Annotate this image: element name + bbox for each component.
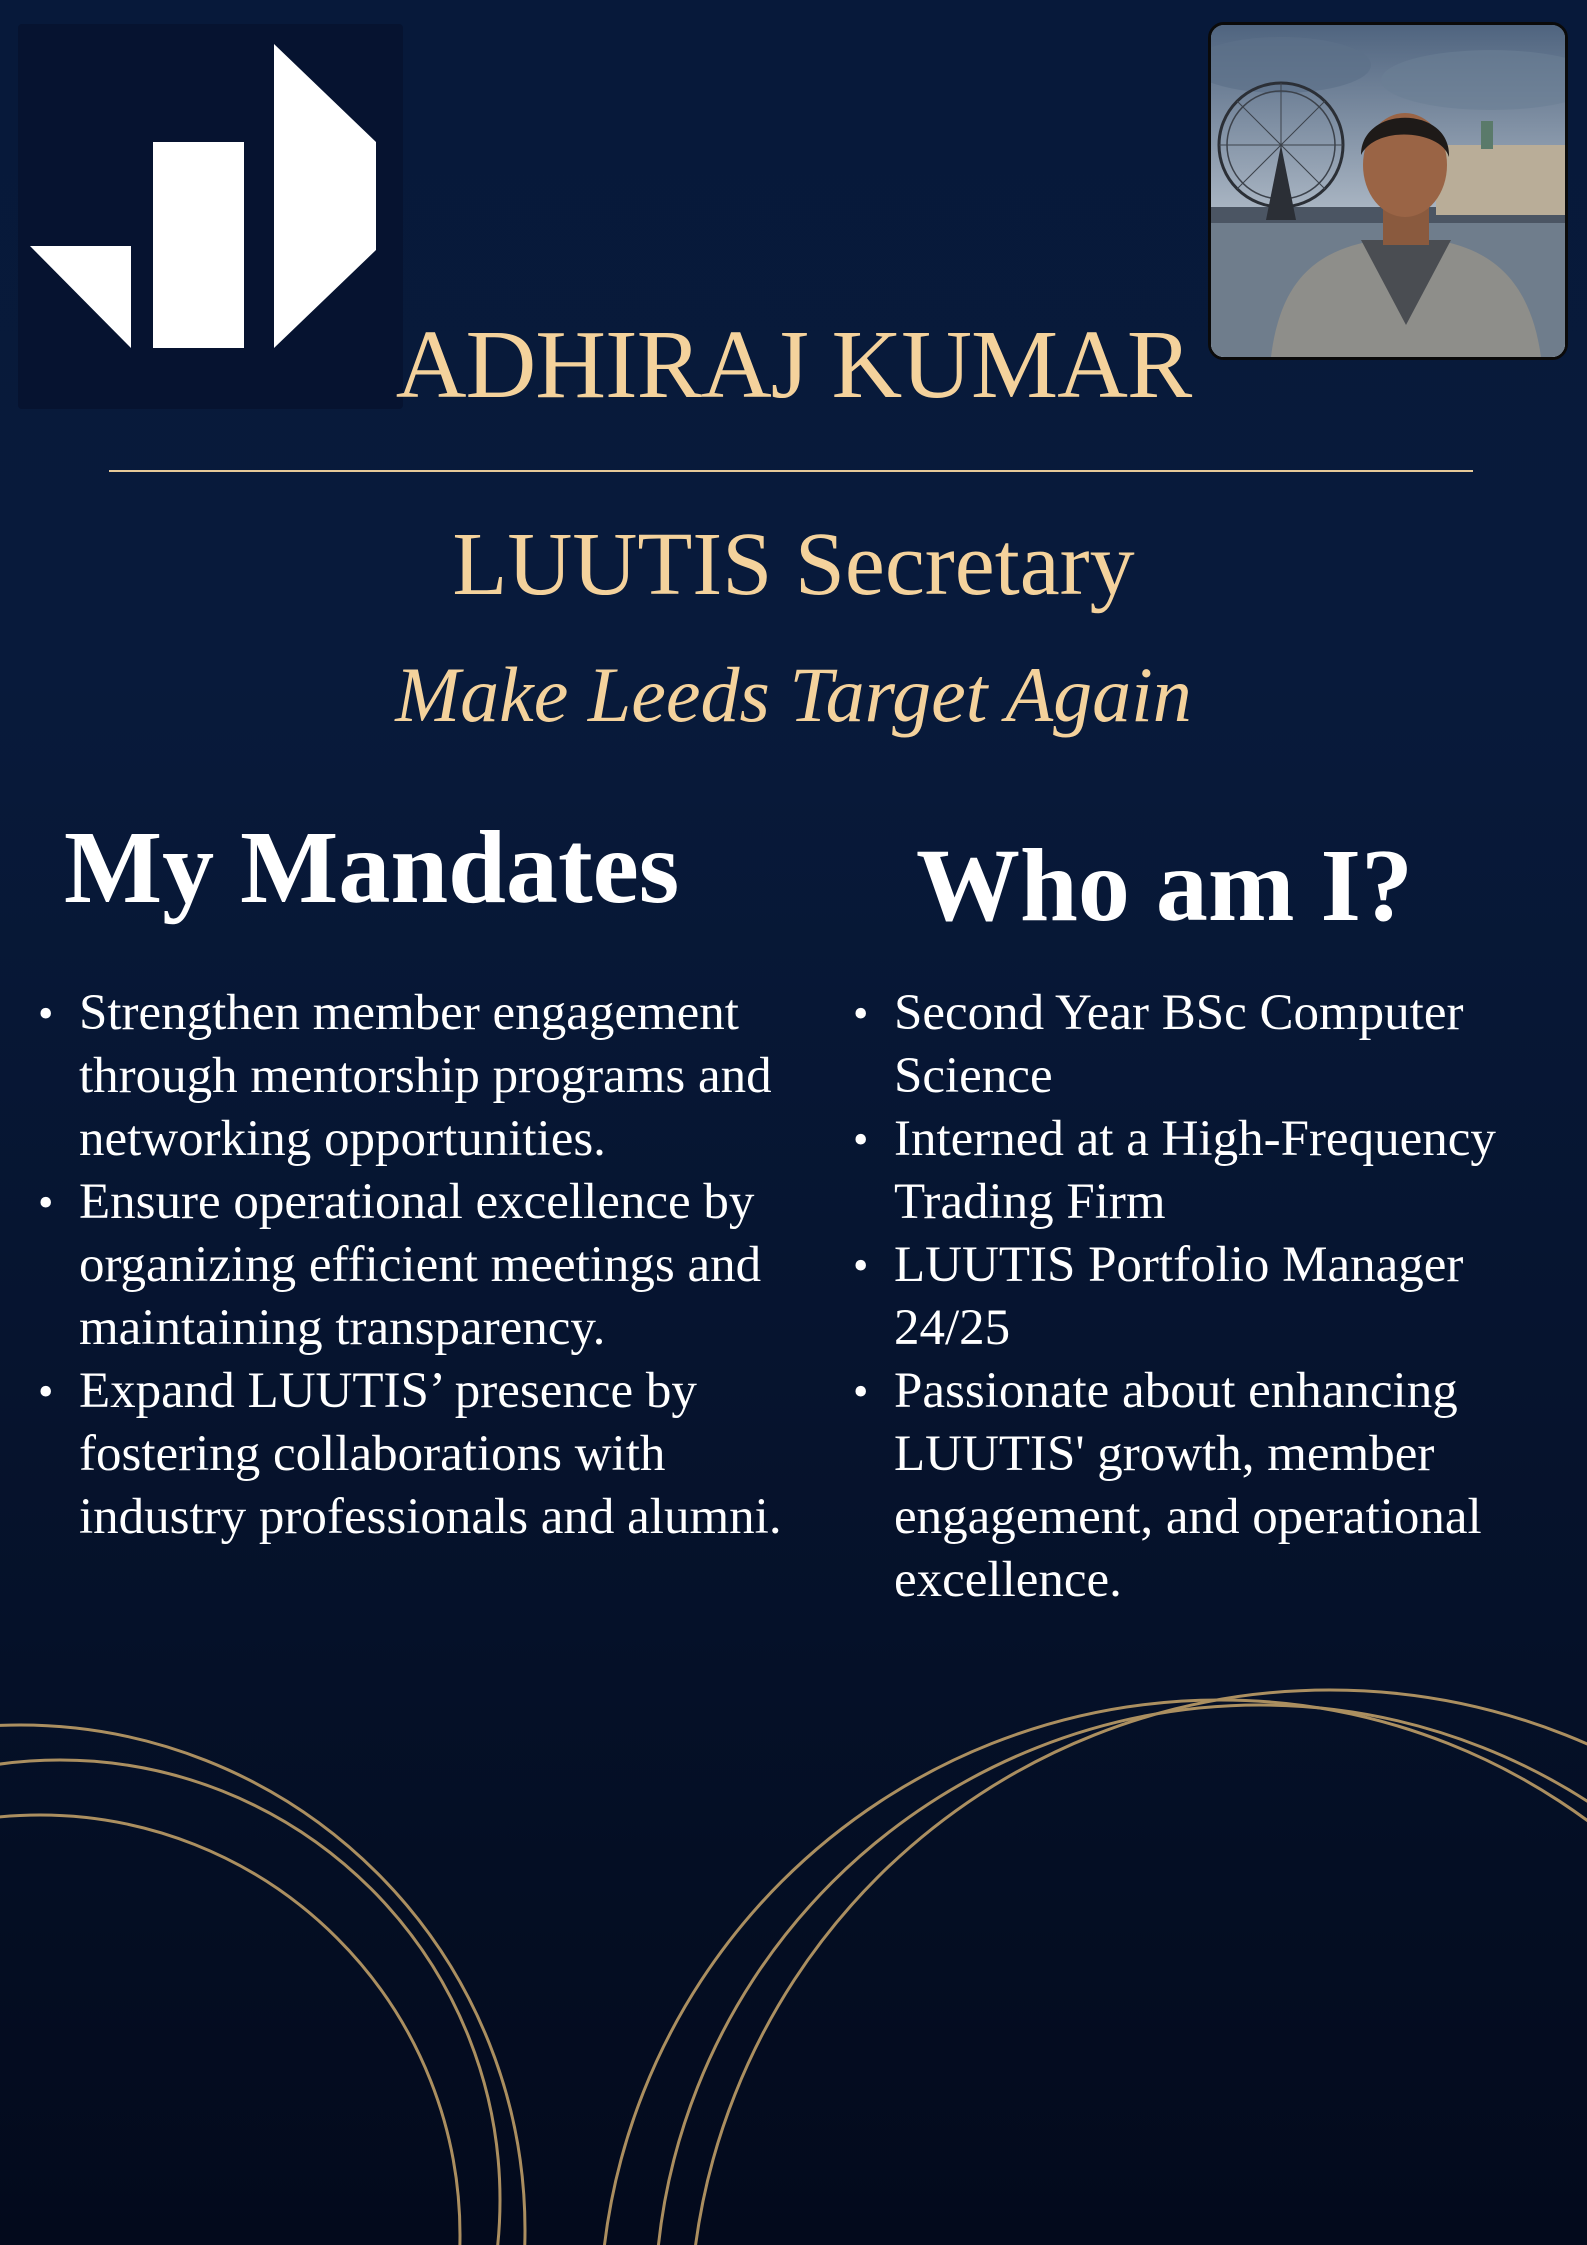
list-item: • Ensure operational excellence by organizing efficient meetings and maintaining transparency. — [38, 1171, 798, 1360]
divider — [109, 470, 1473, 472]
mandates-list — [38, 982, 798, 1549]
role-title: LUUTIS Secretary — [452, 515, 1135, 614]
list-item: • Interned at a High-Frequency Trading Firm — [853, 1108, 1573, 1234]
about-list — [853, 982, 1573, 1612]
candidate-name: ADHIRAJ KUMAR — [395, 311, 1192, 419]
campaign-slogan: Make Leeds Target Again — [395, 651, 1192, 738]
list-item: • Strengthen member engagement through mentorship programs and networking opportunities. — [38, 982, 798, 1171]
mandates-heading: My Mandates — [64, 810, 680, 925]
list-item: • Passionate about enhancing LUUTIS' growth, member engagement, and operational excellence. — [853, 1360, 1573, 1612]
list-item: • LUUTIS Portfolio Manager 24/25 — [853, 1234, 1573, 1360]
list-item: • Expand LUUTIS’ presence by fostering collaborations with industry professionals and alumni. — [38, 1360, 798, 1549]
list-item: • Second Year BSc Computer Science — [853, 982, 1573, 1108]
about-heading: Who am I? — [916, 828, 1413, 943]
